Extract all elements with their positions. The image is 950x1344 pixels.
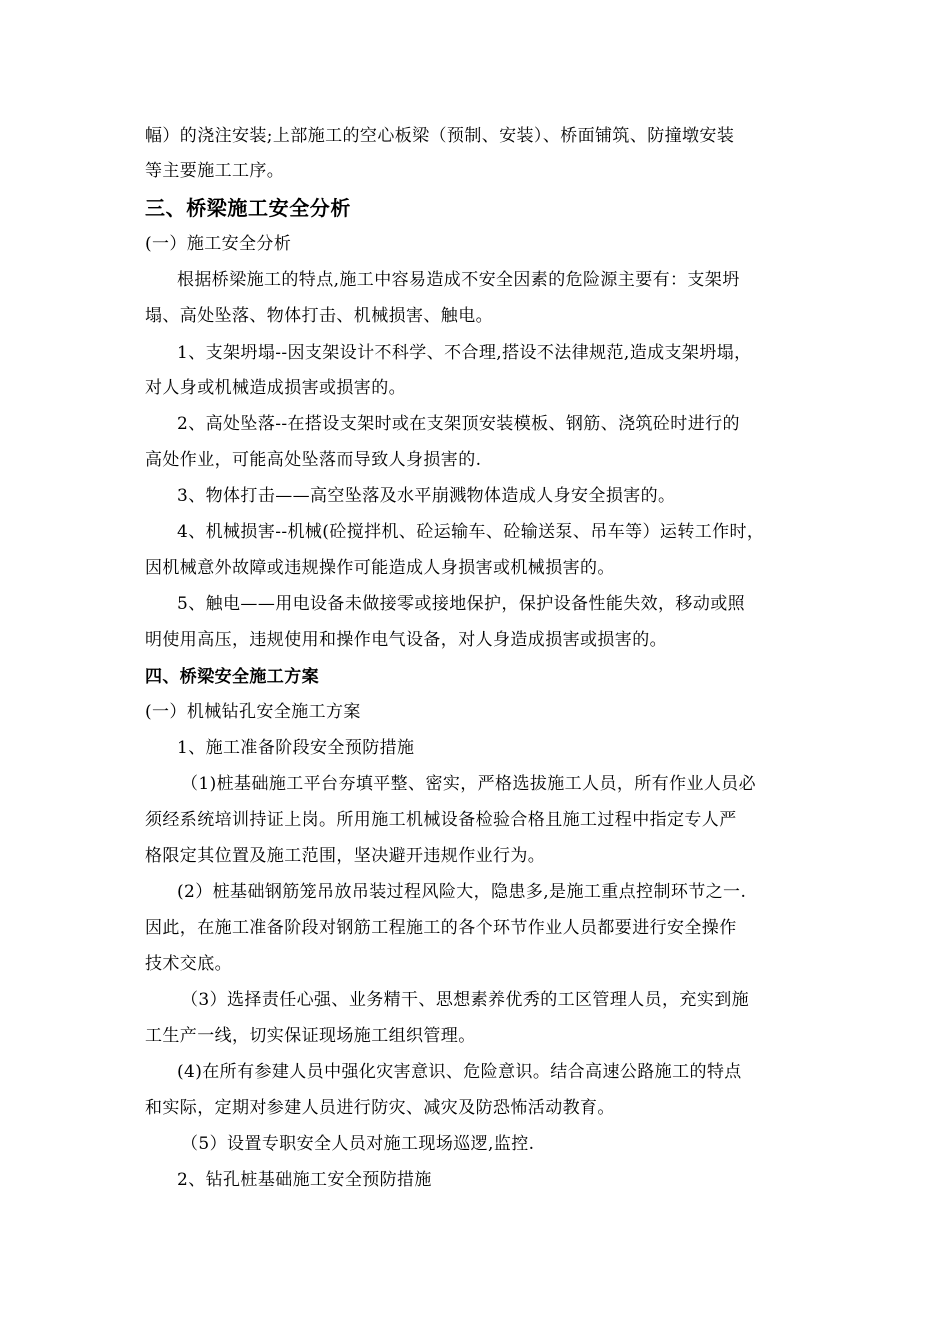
paragraph-line: 因此，在施工准备阶段对钢筋工程施工的各个环节作业人员都要进行安全操作	[145, 918, 737, 938]
paragraph-line: 须经系统培训持证上岗。所用施工机械设备检验合格且施工过程中指定专人严	[145, 810, 737, 830]
section-heading-3: 三、桥梁施工安全分析	[145, 196, 351, 220]
sub-item-heading: 1、施工准备阶段安全预防措施	[177, 738, 415, 758]
subsection-heading: (一）机械钻孔安全施工方案	[145, 702, 361, 722]
paragraph-line: 等主要施工工序。	[145, 161, 285, 181]
paragraph-line: 塌、高处坠落、物体打击、机械损害、触电。	[145, 306, 493, 326]
list-item-line: 因机械意外故障或违规操作可能造成人身损害或机械损害的。	[145, 558, 615, 578]
paragraph-line: 幅）的浇注安装;上部施工的空心板梁（预制、安装）、桥面铺筑、防撞墩安装	[145, 126, 735, 146]
paragraph-line: 和实际，定期对参建人员进行防灾、减灾及防恐怖活动教育。	[145, 1098, 615, 1118]
list-item-line: 明使用高压，违规使用和操作电气设备，对人身造成损害或损害的。	[145, 630, 667, 650]
paragraph-line: (4)在所有参建人员中强化灾害意识、危险意识。结合高速公路施工的特点	[177, 1062, 742, 1082]
list-item-line: 2、高处坠落--在搭设支架时或在支架顶安装模板、钢筋、浇筑砼时进行的	[177, 414, 740, 434]
section-heading-4: 四、桥梁安全施工方案	[145, 667, 319, 687]
list-item-line: 对人身或机械造成损害或损害的。	[145, 378, 406, 398]
sub-item-heading: 2、钻孔桩基础施工安全预防措施	[177, 1170, 432, 1190]
list-item-line: 5、触电——用电设备未做接零或接地保护，保护设备性能失效，移动或照	[177, 594, 746, 614]
list-item-line: 3、物体打击——高空坠落及水平崩溅物体造成人身安全损害的。	[177, 486, 676, 506]
list-item-line: 高处作业，可能高处坠落而导致人身损害的.	[145, 450, 482, 470]
paragraph-line: 技术交底。	[145, 954, 232, 974]
paragraph-line: 格限定其位置及施工范围，坚决避开违规作业行为。	[145, 846, 546, 866]
paragraph-line: （5）设置专职安全人员对施工现场巡逻,监控.	[181, 1134, 535, 1154]
list-item-line: 1、支架坍塌--因支架设计不科学、不合理,搭设不法律规范,造成支架坍塌，	[177, 343, 752, 363]
paragraph-line: （3）选择责任心强、业务精干、思想素养优秀的工区管理人员，充实到施	[181, 990, 750, 1010]
paragraph-line: 工生产一线，切实保证现场施工组织管理。	[145, 1026, 476, 1046]
paragraph-line: 根据桥梁施工的特点,施工中容易造成不安全因素的危险源主要有：支架坍	[177, 270, 740, 290]
list-item-line: 4、机械损害--机械(砼搅拌机、砼运输车、砼输送泵、吊车等）运转工作时，	[177, 522, 765, 542]
paragraph-line: （1)桩基础施工平台夯填平整、密实，严格选拔施工人员，所有作业人员必	[181, 774, 757, 794]
subsection-heading: (一）施工安全分析	[145, 234, 292, 254]
paragraph-line: (2）桩基础钢筋笼吊放吊装过程风险大，隐患多,是施工重点控制环节之一.	[177, 882, 747, 902]
